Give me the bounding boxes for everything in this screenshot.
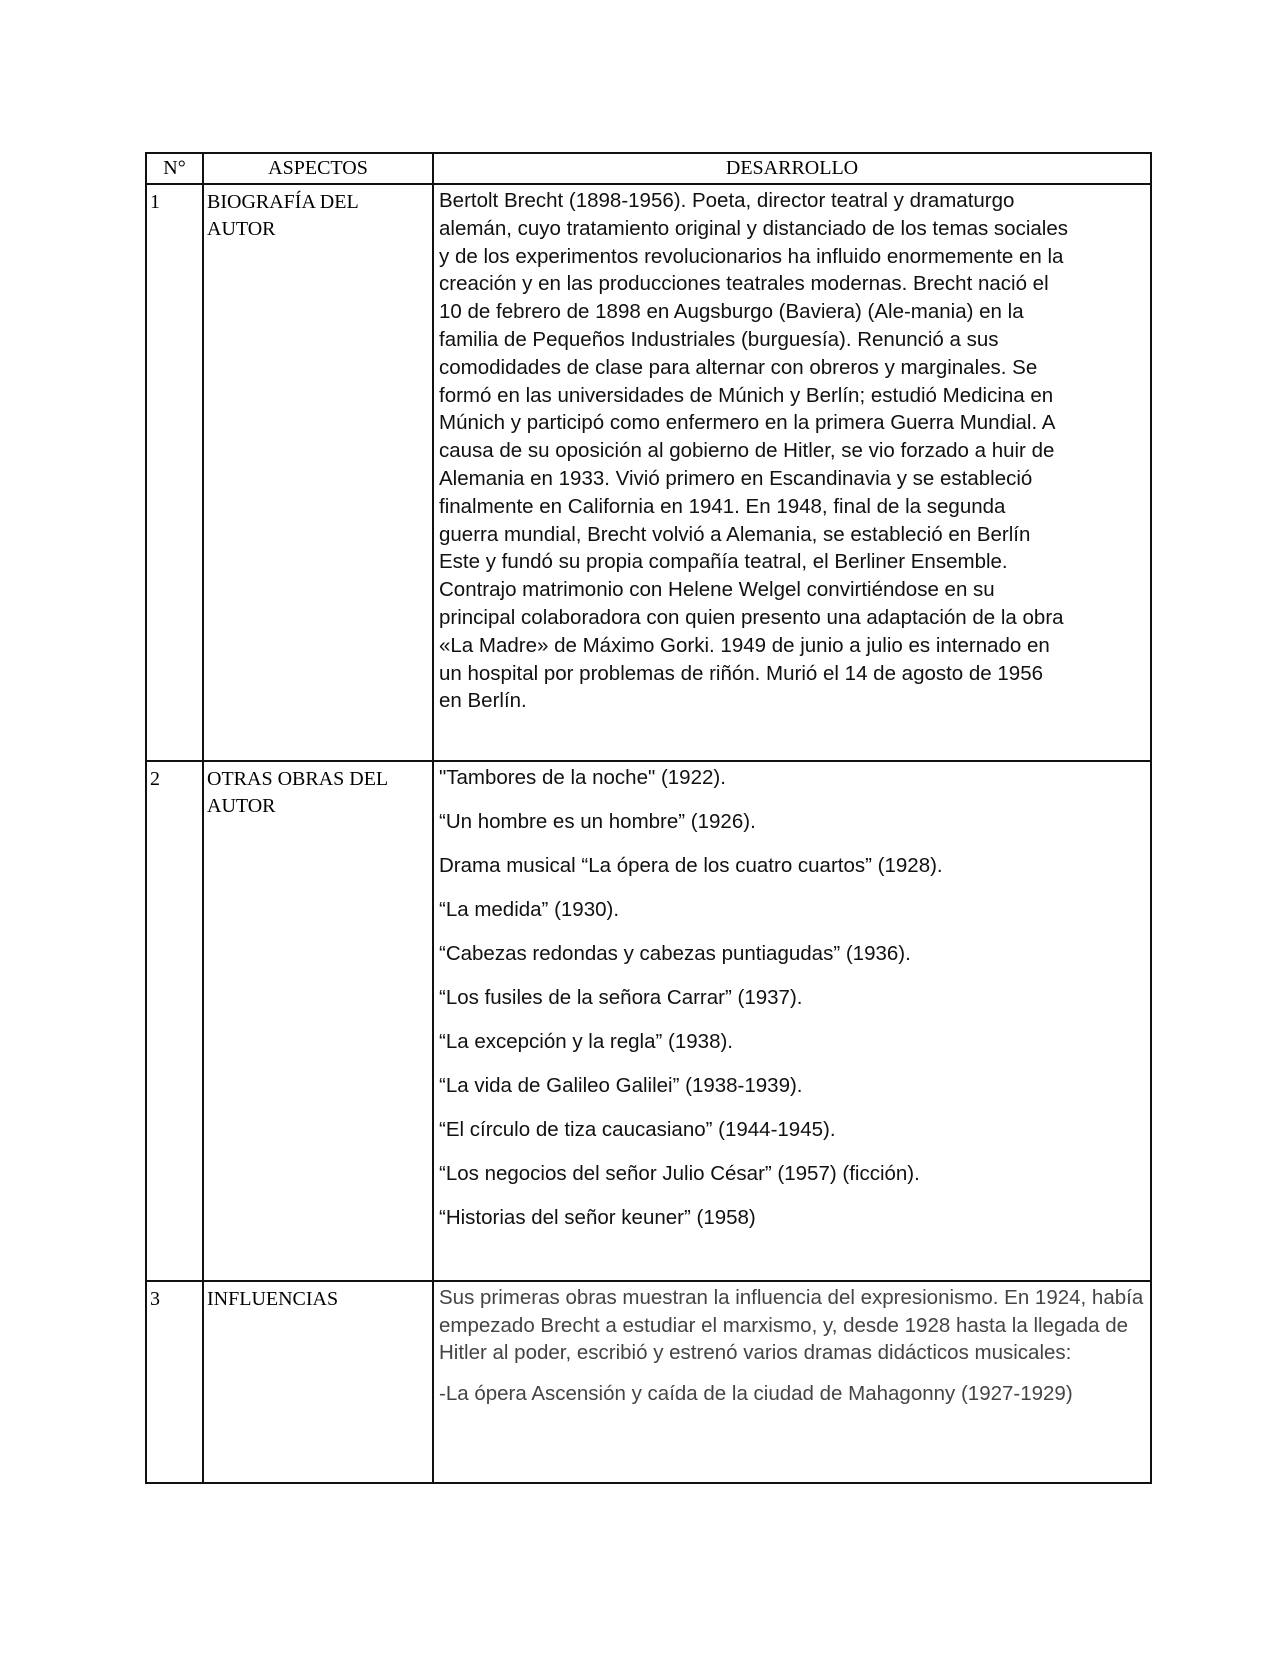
work-item: "Tambores de la noche" (1922).	[439, 766, 726, 789]
text-line: Bertolt Brecht (1898-1956). Poeta, director teatral y dramaturgo	[439, 189, 1015, 212]
table-row	[146, 761, 1151, 1281]
row-number: 3	[146, 1281, 203, 1483]
biography-text	[433, 184, 1151, 761]
work-item: “La medida” (1930).	[439, 898, 620, 921]
table-header-row	[146, 153, 1151, 184]
work-item: “Historias del señor keuner” (1958)	[439, 1206, 756, 1229]
text-line: un hospital por problemas de riñón. Murió el 14 de agosto de 1956	[439, 661, 1044, 685]
work-item: “Un hombre es un hombre” (1926).	[439, 810, 756, 833]
text-line: «La Madre» de Máximo Gorki. 1949 de junio a julio es internado en	[439, 633, 1050, 657]
paragraph: -La ópera Ascensión y caída de la ciudad de Mahagonny (1927-1929)	[439, 1381, 1073, 1405]
table-row	[146, 184, 1151, 761]
paragraph: Sus primeras obras muestran la influencia del expresionismo. En 1924, había empezado Brecht a estudiar el marxismo, y, desde 1928 hasta la llegada de Hitler al poder, escribió y estrenó varios dramas didácticos musicales:	[439, 1286, 1144, 1364]
works-list	[433, 761, 1151, 1281]
text-line: creación y en las producciones teatrales modernas. Brecht nació el	[439, 272, 1049, 296]
table-row	[146, 1281, 1151, 1483]
work-item: “La excepción y la regla” (1938).	[439, 1030, 733, 1053]
work-item: “La vida de Galileo Galilei” (1938-1939).	[439, 1074, 803, 1097]
header-desarrollo: DESARROLLO	[433, 153, 1151, 184]
row-number: 2	[146, 761, 203, 1281]
text-line: en Berlín.	[439, 689, 527, 713]
row-aspect: INFLUENCIAS	[203, 1281, 433, 1483]
work-item: “Cabezas redondas y cabezas puntiagudas” (1936).	[439, 942, 911, 965]
work-item: Drama musical “La ópera de los cuatro cuartos” (1928).	[439, 854, 943, 877]
text-line: formó en las universidades de Múnich y Berlín; estudió Medicina en	[439, 383, 1054, 407]
text-line: finalmente en California en 1941. En 1948, final de la segunda	[439, 494, 1006, 518]
text-line: Alemania en 1933. Vivió primero en Escandinavia y se estableció	[439, 466, 1033, 490]
row-aspect: OTRAS OBRAS DEL AUTOR	[203, 761, 433, 1281]
aspects-table	[145, 152, 1152, 1484]
text-line: 10 de febrero de 1898 en Augsburgo (Baviera) (Ale-mania) en la	[439, 300, 1024, 324]
work-item: “El círculo de tiza caucasiano” (1944-1945).	[439, 1118, 836, 1141]
text-line: causa de su oposición al gobierno de Hitler, se vio forzado a huir de	[439, 439, 1055, 463]
text-line: guerra mundial, Brecht volvió a Alemania, se estableció en Berlín	[439, 522, 1031, 546]
text-line: principal colaboradora con quien presento una adaptación de la obra	[439, 605, 1064, 629]
row-number: 1	[146, 184, 203, 761]
text-line: alemán, cuyo tratamiento original y distanciado de los temas sociales	[439, 216, 1068, 240]
text-line: Contrajo matrimonio con Helene Welgel convirtiéndose en su	[439, 578, 995, 602]
row-aspect: BIOGRAFÍA DEL AUTOR	[203, 184, 433, 761]
influences-text	[433, 1281, 1151, 1483]
text-line: y de los experimentos revolucionarios ha influido enormemente en la	[439, 244, 1064, 268]
text-line: familia de Pequeños Industriales (burguesía). Renunció a sus	[439, 327, 999, 351]
text-line: comodidades de clase para alternar con obreros y marginales. Se	[439, 355, 1038, 379]
work-item: “Los fusiles de la señora Carrar” (1937).	[439, 986, 803, 1009]
work-item: “Los negocios del señor Julio César” (1957) (ficción).	[439, 1162, 920, 1185]
header-aspectos: ASPECTOS	[203, 153, 433, 184]
header-number: N°	[146, 153, 203, 184]
text-line: Múnich y participó como enfermero en la primera Guerra Mundial. A	[439, 411, 1056, 435]
text-line: Este y fundó su propia compañía teatral, el Berliner Ensemble.	[439, 550, 1008, 574]
